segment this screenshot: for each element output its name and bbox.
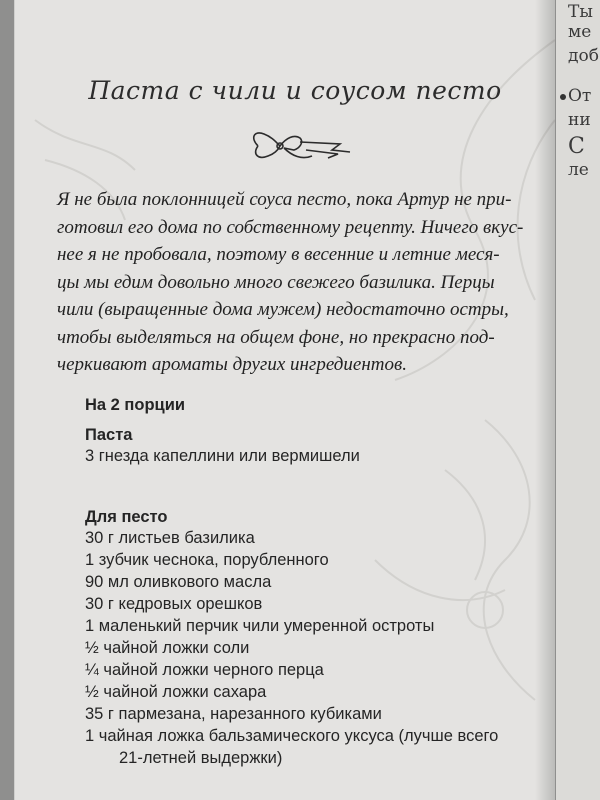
- ingredient-item: 30 г листьев базилика: [85, 529, 255, 547]
- recipe-title: Паста с чили и соусом песто: [88, 76, 502, 105]
- ingredient-item: 30 г кедровых орешков: [85, 595, 263, 613]
- ingredient-item: 90 мл оливкового масла: [85, 573, 272, 591]
- intro-line: Я не была поклонницей соуса песто, пока Артур не при-: [57, 189, 512, 210]
- book-page: [14, 0, 555, 800]
- adjacent-page-text: От: [568, 86, 592, 106]
- ingredient-item: 1 зубчик чеснока, порубленного: [85, 551, 329, 569]
- intro-line: черкивают ароматы других ингредиентов.: [57, 354, 407, 375]
- adjacent-page-text: доб: [568, 46, 599, 66]
- bow-ornament-icon: [240, 126, 360, 166]
- ingredient-item: ½ чайной ложки соли: [85, 639, 250, 657]
- ingredient-item: 35 г пармезана, нарезанного кубиками: [85, 705, 382, 723]
- servings-heading: На 2 порции: [85, 396, 185, 414]
- intro-line: чили (выращенные дома мужем) недостаточно остры,: [57, 299, 509, 320]
- adjacent-page-text: ни: [568, 110, 591, 130]
- intro-paragraph: [57, 186, 527, 379]
- intro-line: нее я не пробовала, поэтому в весенние и летние меся-: [57, 244, 500, 265]
- pasta-heading: Паста: [85, 426, 133, 444]
- adjacent-page-text: С: [568, 134, 585, 159]
- adjacent-page-edge: [556, 0, 600, 800]
- servings-block: [85, 396, 545, 415]
- ingredient-item: 1 чайная ложка бальзамического уксуса (лучше всего: [85, 727, 499, 745]
- pesto-section: [85, 508, 545, 769]
- adjacent-page-text: ме: [568, 22, 592, 42]
- pasta-section: [85, 426, 545, 467]
- ingredient-item: ¼ чайной ложки черного перца: [85, 661, 324, 679]
- bullet-icon: [560, 94, 566, 100]
- ingredient-item: ½ чайной ложки сахара: [85, 683, 267, 701]
- ingredient-item: 1 маленький перчик чили умеренной остроты: [85, 617, 435, 635]
- adjacent-page-text: Ты: [568, 2, 593, 22]
- ingredient-item: 21-летней выдержки): [119, 749, 283, 767]
- adjacent-page-text: ле: [568, 160, 589, 180]
- pesto-heading: Для песто: [85, 508, 168, 526]
- intro-line: готовил его дома по собственному рецепту. Ничего вкус-: [57, 216, 524, 238]
- intro-line: цы мы едим довольно много свежего базилика. Перцы: [57, 271, 495, 293]
- intro-line: чтобы выделяться на общем фоне, но прекрасно под-: [57, 326, 495, 348]
- ingredient-item: 3 гнезда капеллини или вермишели: [85, 447, 360, 465]
